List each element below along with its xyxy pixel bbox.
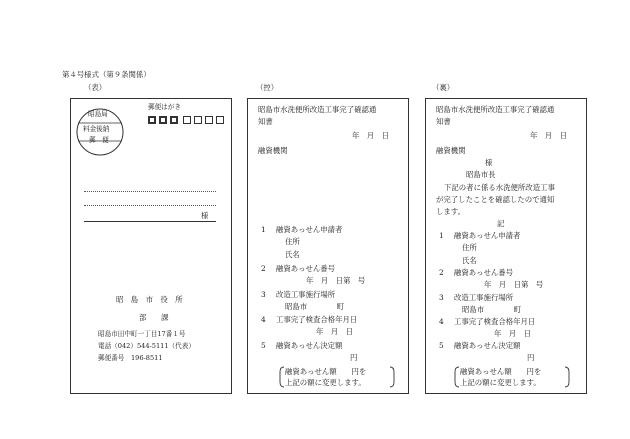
stub-note-line2: 上記の額に変更します。	[285, 378, 366, 387]
back-field-name: 氏名	[462, 256, 477, 265]
stub-inspection-date: 年 月 日	[316, 327, 353, 336]
stub-item-5-num: 5	[261, 341, 266, 350]
back-location: 昭島市 町	[462, 305, 522, 314]
stub-item-4-label: 工事完了検査合格年月日	[276, 315, 358, 324]
back-recipient: 融資機関	[436, 146, 466, 155]
sender-postal-code: 郵便番号 196-8511	[98, 354, 163, 362]
back-inspection-date: 年 月 日	[494, 329, 531, 338]
postal-code-box	[216, 116, 224, 124]
sender-name: 昭 島 市 役 所	[116, 295, 183, 304]
back-issuer: 昭島市長	[466, 170, 496, 179]
address-line	[84, 205, 216, 206]
stamp-line2: 郵 便	[89, 136, 109, 144]
back-honorific: 様	[485, 158, 493, 167]
back-title-line2: 知書	[436, 117, 451, 126]
postal-code-box	[183, 116, 191, 124]
stub-recipient: 融資機関	[258, 146, 288, 155]
postal-code-box	[194, 116, 202, 124]
back-amount-unit: 円	[527, 353, 535, 362]
stub-item-3-label: 改造工事施行場所	[276, 290, 336, 299]
stamp-office: 昭島局	[88, 110, 108, 118]
address-line	[84, 191, 216, 192]
stamp-line1: 料金後納	[83, 125, 110, 133]
sender-phone: 電話（042）544-5111（代表）	[98, 342, 195, 350]
back-item-2-label: 融資あっせん番号	[454, 268, 514, 277]
stub-title-line1: 昭島市水洗便所改造工事完了確認通	[258, 105, 377, 114]
postal-code-box	[170, 116, 178, 124]
front-label: （表）	[84, 83, 107, 92]
back-date: 年 月 日	[530, 131, 567, 140]
back-note-line1: 融資あっせん額 円を	[460, 367, 542, 376]
stub-item-3-num: 3	[261, 290, 266, 299]
back-item-4-label: 工事完了検査合格年月日	[454, 317, 536, 326]
form-number: 第４号様式（第９条関係）	[62, 70, 151, 79]
back-ki: 記	[497, 219, 505, 228]
back-field-address: 住所	[462, 243, 477, 252]
back-item-1-num: 1	[439, 231, 444, 240]
stub-item-5-label: 融資あっせん決定額	[276, 341, 343, 350]
back-item-1-label: 融資あっせん申請者	[454, 231, 521, 240]
stub-location: 昭島市 町	[285, 302, 345, 311]
stub-label: （控）	[256, 83, 279, 92]
stub-field-address: 住所	[285, 237, 300, 246]
stub-note-line1: 融資あっせん額 円を	[285, 367, 367, 376]
back-note-line2: 上記の額に変更します。	[460, 378, 541, 387]
sender-address: 昭島市田中町一丁目17番１号	[98, 330, 186, 338]
stub-field-name: 氏名	[285, 250, 300, 259]
stub-item-1-label: 融資あっせん申請者	[276, 225, 343, 234]
postal-code-box	[148, 116, 156, 124]
back-item-5-num: 5	[439, 341, 444, 350]
back-item-3-label: 改造工事施行場所	[454, 293, 514, 302]
back-label: （裏）	[432, 83, 455, 92]
back-item-4-num: 4	[439, 317, 444, 326]
recipient-honorific: 様	[201, 211, 209, 220]
back-body-line2: が完了したことを確認したので通知	[436, 195, 555, 204]
sender-department: 部 課	[139, 313, 169, 322]
stub-number-format: 年 月 日第 号	[306, 276, 366, 285]
stub-date: 年 月 日	[352, 131, 389, 140]
back-body-line1: 下記の者に係る水洗便所改造工事	[444, 183, 555, 192]
back-item-5-label: 融資あっせん決定額	[454, 341, 521, 350]
back-number-format: 年 月 日第 号	[484, 280, 544, 289]
back-item-2-num: 2	[439, 268, 444, 277]
postal-code-box	[159, 116, 167, 124]
stub-item-1-num: 1	[261, 225, 266, 234]
back-title-line1: 昭島市水洗便所改造工事完了確認通	[436, 105, 555, 114]
postcard-label: 郵便はがき	[148, 103, 181, 111]
back-item-3-num: 3	[439, 293, 444, 302]
recipient-name-line	[84, 221, 216, 222]
back-body-line3: します。	[436, 207, 465, 216]
stub-item-4-num: 4	[261, 315, 266, 324]
stub-item-2-num: 2	[261, 264, 266, 273]
stub-item-2-label: 融資あっせん番号	[276, 264, 336, 273]
postal-code-box	[205, 116, 213, 124]
stub-amount-unit: 円	[350, 353, 358, 362]
stub-title-line2: 知書	[258, 117, 273, 126]
